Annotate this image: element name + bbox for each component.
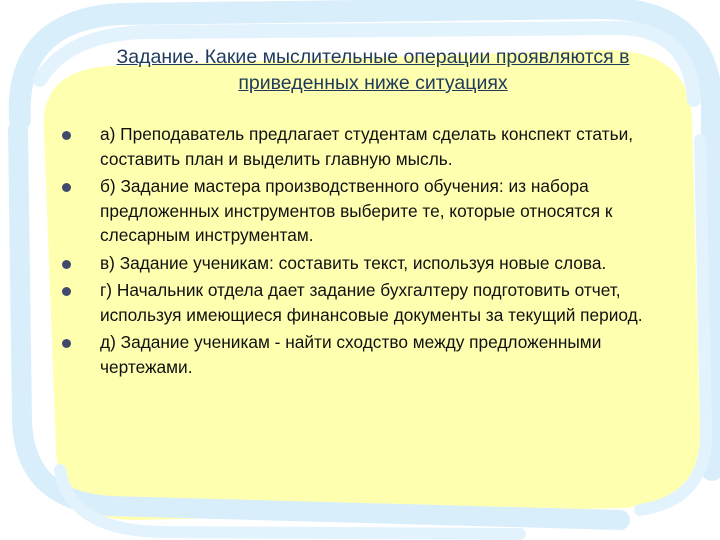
- list-item-text: а) Преподаватель предлагает студентам сделать конспект статьи, составить план и выделить главную мысль.: [100, 124, 634, 169]
- bullet-icon: [62, 131, 71, 140]
- list-item: [62, 330, 672, 379]
- slide-content: [62, 44, 672, 382]
- list-item-text: д) Задание ученикам - найти сходство между предложенными чертежами.: [100, 332, 602, 377]
- bullet-icon: [62, 183, 71, 192]
- list-item-text: в) Задание ученикам: составить текст, используя новые слова.: [100, 252, 607, 273]
- list-item-text: б) Задание мастера производственного обучения: из набора предложенных инструментов выберите те, которые относятся к слесарным инструментам.: [100, 176, 613, 245]
- bullet-icon: [62, 287, 71, 296]
- bullet-icon: [62, 260, 71, 269]
- list-item: [62, 174, 672, 248]
- list-item: [62, 278, 672, 327]
- slide-title: Задание. Какие мыслительные операции проявляются в приведенных ниже ситуациях: [116, 46, 630, 94]
- list-item-text: г) Начальник отдела дает задание бухгалтеру подготовить отчет, используя имеющиеся финансовые документы за текущий период.: [100, 280, 643, 325]
- list-item: [62, 122, 672, 171]
- list-item: [62, 251, 672, 276]
- bullet-icon: [62, 339, 71, 348]
- bullet-list: [62, 122, 672, 379]
